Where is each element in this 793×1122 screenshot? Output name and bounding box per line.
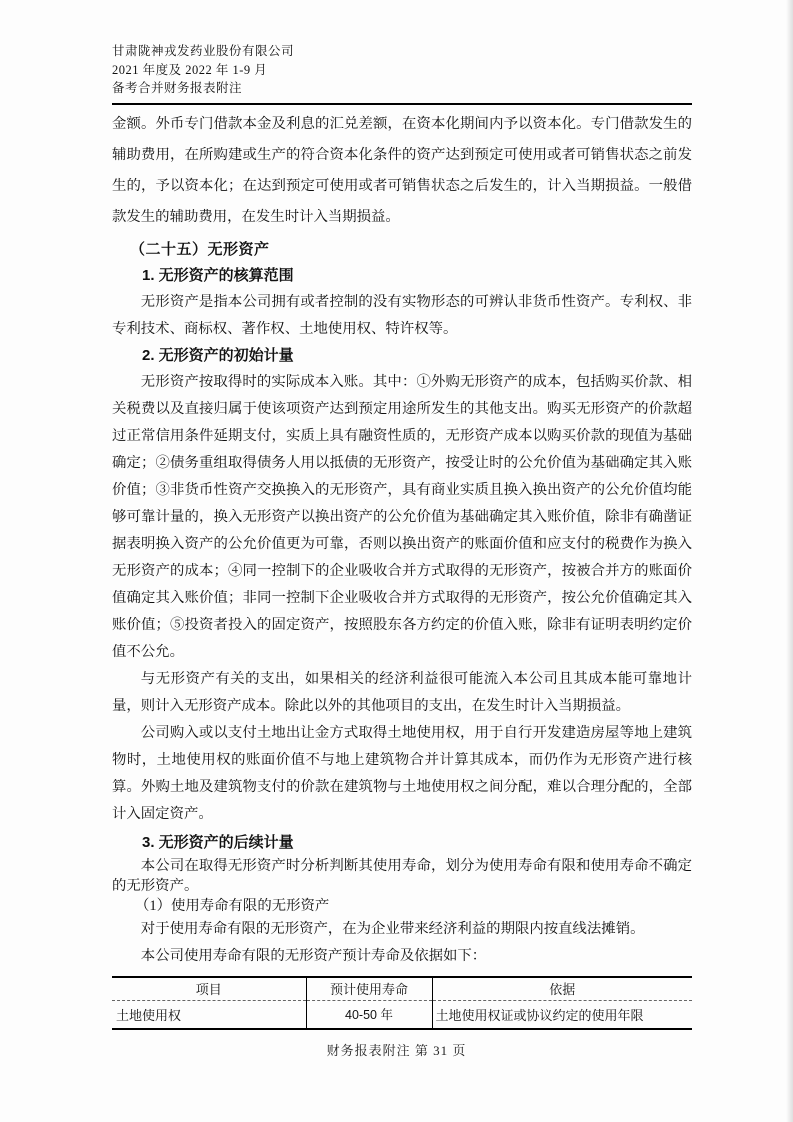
paragraph-borrowing-costs: 金额。外币专门借款本金及利息的汇兑差额，在资本化期间内予以资本化。专门借款发生的辅助费用，在所购建或生产的符合资本化条件的资产达到预定可使用或者可销售状态之前发生的，予以资本化；在达到预定可使用或者可销售状态之后发生的，计入当期损益。一般借款发生的辅助费用，在发生时计入当期损益。 [112,115,692,225]
scan-edge-shadow [786,0,793,1122]
table-cell-expected-life: 40-50 年 [306,1000,432,1029]
item-finite-life-title: （1）使用寿命有限的无形资产 [135,897,330,914]
document-header [112,0,692,105]
table-cell-basis: 土地使用权证或协议约定的使用年限 [432,1000,692,1029]
paragraph-scope: 无形资产是指本公司拥有或者控制的没有实物形态的可辨认非货币性资产。专利权、非专利技术、商标权、著作权、土地使用权、特许权等。 [112,293,692,337]
paragraph-table-intro: 本公司使用寿命有限的无形资产预计寿命及依据如下： [140,947,487,964]
subsection-title-subsequent-measurement: 3. 无形资产的后续计量 [142,833,294,851]
footer-page-label: 财务报表附注 第 31 页 [326,1043,467,1058]
table-cell-item: 土地使用权 [116,1007,182,1023]
table-header-item: 项目 [112,977,306,1001]
intangible-assets-life-table [112,976,692,1030]
page-content [112,0,692,1030]
table-row-land-use-right [112,1000,692,1029]
subsection-title-initial-measurement: 2. 无形资产的初始计量 [142,346,294,364]
table-header-basis: 依据 [432,977,692,1001]
section-title-intangible-assets: （二十五）无形资产 [130,240,270,258]
paragraph-initial-measurement: 无形资产按取得时的实际成本入账。其中：①外购无形资产的成本，包括购买价款、相关税费以及直接归属于使该项资产达到预定用途所发生的其他支出。购买无形资产的价款超过正常信用条件延期支付，实质上具有融资性质的，无形资产成本以购买价款的现值为基础确定；②债务重组取得债务人用以抵债的无形资产，按受让时的公允价值为基础确定其入账价值；③非货币性资产交换换入的无形资产，具有商业实质且换入换出资产的公允价值均能够可靠计量的，换入无形资产以换出资产的公允价值为基础确定其入账价值，除非有确凿证据表明换入资产的公允价值更为可靠，否则以换出资产的账面价值和应支付的税费作为换入无形资产的成本；④同一控制下的企业吸收合并方式取得的无形资产，按被合并方的账面价值确定其入账价值；非同一控制下企业吸收合并方式取得的无形资产，按公允价值确定其入账价值；⑤投资者投入的固定资产，按照股东各方约定的价值入账，除非有证明表明约定价值不公允。 [112,373,692,660]
header-company-name: 甘肃陇神戎发药业股份有限公司 [112,44,295,58]
paragraph-related-expenditure: 与无形资产有关的支出，如果相关的经济利益很可能流入本公司且其成本能可靠地计量，则计入无形资产成本。除此以外的其他项目的支出，在发生时计入当期损益。 [112,670,692,714]
table-header-row [112,977,692,1001]
paragraph-land-use-right: 公司购入或以支付土地出让金方式取得土地使用权，用于自行开发建造房屋等地上建筑物时，土地使用权的账面价值不与地上建筑物合并计算其成本，而仍作为无形资产进行核算。外购土地及建筑物支付的价款在建筑物与土地使用权之间分配，难以合理分配的，全部计入固定资产。 [112,724,692,822]
subsection-title-accounting-scope: 1. 无形资产的核算范围 [142,266,294,284]
paragraph-useful-life: 本公司在取得无形资产时分析判断其使用寿命，划分为使用寿命有限和使用寿命不确定的无形资产。 [112,857,692,894]
header-report-period: 2021 年度及 2022 年 1-9 月 [112,62,268,77]
paragraph-amortization: 对于使用寿命有限的无形资产，在为企业带来经济利益的期限内按直线法摊销。 [140,920,645,937]
header-doc-title: 备考合并财务报表附注 [112,81,243,95]
table-header-expected-life: 预计使用寿命 [306,977,432,1001]
